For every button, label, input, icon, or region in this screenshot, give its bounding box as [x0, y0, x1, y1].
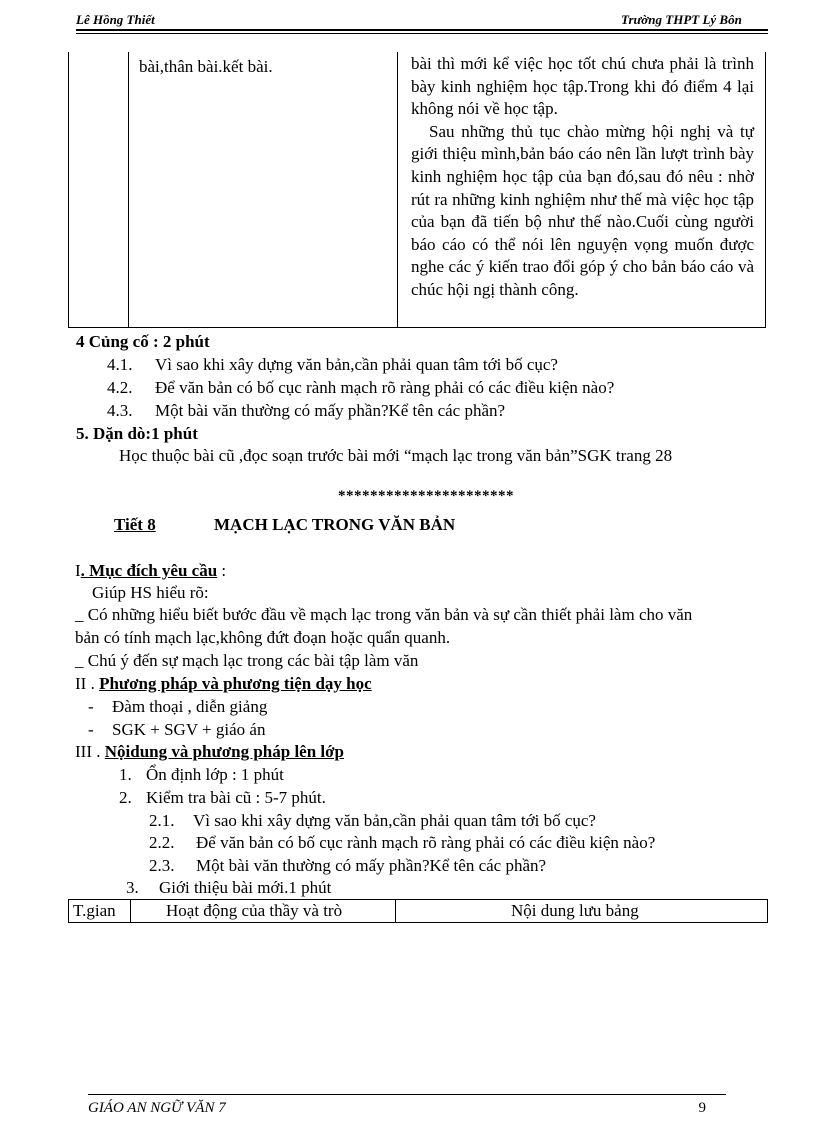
activity-cell: bài,thân bài.kết bài.	[139, 57, 273, 76]
list-item: 4.1. Vì sao khi xây dựng văn bản,cần phải quan tâm tới bố cục?	[107, 355, 558, 374]
page-footer	[88, 1100, 706, 1117]
text-line: _ Chú ý đến sự mạch lạc trong các bài tập làm văn	[75, 651, 419, 670]
dando-title: 5. Dặn dò:1 phút	[76, 424, 198, 443]
column-header: Nội dung lưu bảng	[511, 901, 639, 920]
content-paragraph: Sau những thủ tục chào mừng hội nghị và tự giới thiệu mình,bản báo cáo nên lần lượt trình bày kinh nghiệm học tập của bạn đó,sau đó nêu : nhờ rút ra những kinh nghiệm như thế mà việc học tập của bạn đã tiến bộ như thế nào.Cuối cùng người báo cáo có thể nói lên nguyện vọng muốn được nghe các ý kiến trao đổi góp ý cho bản báo cáo và chúc hội ngị thành công.	[411, 121, 754, 299]
table-divider	[130, 900, 131, 922]
list-item: 4.3. Một bài văn thường có mấy phần?Kể tên các phần?	[107, 401, 506, 420]
section-heading: II . Phương pháp và phương tiện dạy học	[75, 674, 372, 693]
footer-title: GIÁO AN NGỮ VĂN 7	[88, 1100, 226, 1116]
list-item: 1. Ổn định lớp : 1 phút	[119, 765, 284, 784]
separator-stars: **********************	[338, 488, 514, 504]
list-item: 2.3. Một bài văn thường có mấy phần?Kể tên các phần?	[149, 856, 547, 875]
table-divider	[395, 900, 396, 922]
text-line: bản có tính mạch lạc,không đứt đoạn hoặc quẩn quanh.	[75, 628, 451, 647]
page-header	[76, 10, 768, 32]
list-item: 4.2. Để văn bản có bố cục rành mạch rõ ràng phải có các điều kiện nào?	[107, 378, 615, 397]
section-heading: III . Nộidung và phương pháp lên lớp	[75, 742, 345, 761]
table-divider	[128, 52, 129, 327]
lesson-table-header	[68, 899, 768, 923]
table-divider	[397, 52, 398, 327]
section-heading: I. Mục đích yêu cầu :	[75, 561, 227, 580]
content-table-continued	[68, 52, 766, 328]
text-line: _ Có những hiểu biết bước đầu về mạch lạc trong văn bản và sự cần thiết phải làm cho văn	[75, 605, 693, 624]
header-rule	[76, 29, 768, 31]
text-line: Giúp HS hiểu rõ:	[92, 583, 209, 602]
lesson-title: MẠCH LẠC TRONG VĂN BẢN	[214, 515, 456, 534]
footer-rule	[88, 1094, 726, 1095]
page-number: 9	[698, 1100, 706, 1116]
content-paragraph: bài thì mới kể việc học tốt chú chưa phải là trình bày kinh nghiệm học tập.Trong khi đó điểm 4 lại không nói về học tập.	[411, 54, 754, 119]
cungco-title: 4 Củng cố : 2 phút	[76, 332, 210, 351]
column-header: T.gian	[73, 901, 116, 920]
header-author: Lê Hồng Thiết	[76, 12, 155, 27]
list-item: - Đàm thoại , diễn giảng	[88, 697, 268, 716]
list-item: 2.2. Để văn bản có bố cục rành mạch rõ ràng phải có các điều kiện nào?	[149, 833, 656, 852]
list-item: 2.1. Vì sao khi xây dựng văn bản,cần phải quan tâm tới bố cục?	[149, 811, 596, 830]
content-cell	[411, 53, 754, 302]
header-school: Trường THPT Lý Bôn	[621, 12, 742, 27]
list-item: 2. Kiểm tra bài cũ : 5-7 phút.	[119, 788, 326, 807]
lesson-label: Tiết 8	[114, 515, 156, 534]
list-item: 3. Giới thiệu bài mới.1 phút	[126, 878, 332, 897]
list-item: - SGK + SGV + giáo án	[88, 720, 266, 739]
header-rule-thin	[76, 33, 768, 34]
dando-text: Học thuộc bài cũ ,đọc soạn trước bài mới “mạch lạc trong văn bản”SGK trang 28	[119, 446, 673, 465]
column-header: Hoạt động của thầy và trò	[166, 901, 343, 920]
